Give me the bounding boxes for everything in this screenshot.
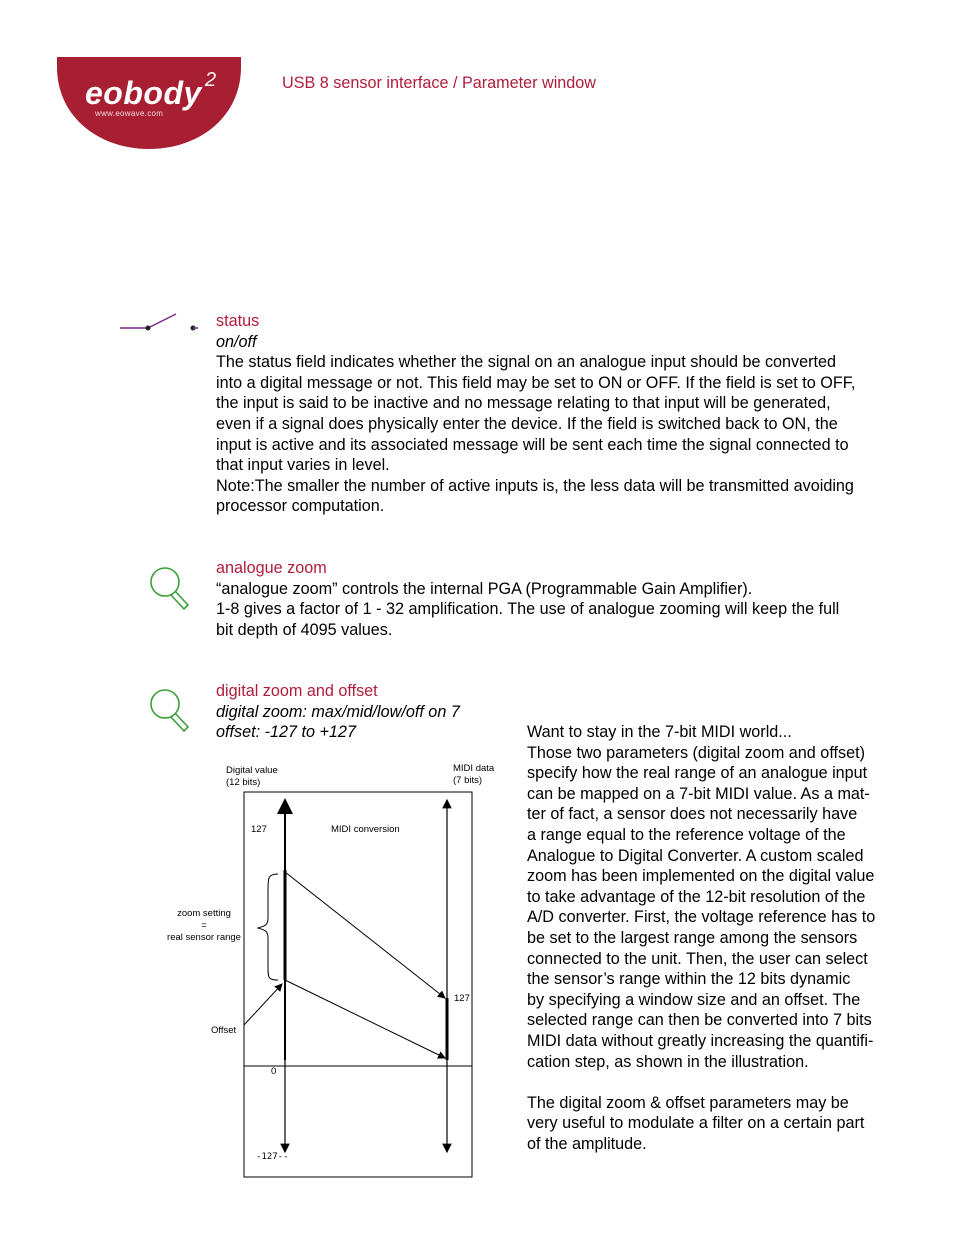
body-line: by specifying a window size and an offset. The xyxy=(527,990,861,1009)
body-line: a range equal to the reference voltage of the xyxy=(527,825,846,844)
body-line: connected to the unit. Then, the user can select xyxy=(527,949,868,968)
midi-conversion-label: MIDI conversion xyxy=(331,824,400,835)
status-line: into a digital message or not. This field may be set to ON or OFF. If the field is set to OFF, xyxy=(216,373,856,392)
midi-data-label: MIDI data (7 bits) xyxy=(453,763,495,786)
left-127-label: 127 xyxy=(251,824,267,835)
status-line: The status field indicates whether the signal on an analogue input should be converted xyxy=(216,353,837,372)
switch-icon xyxy=(118,310,198,340)
analogue-zoom-line: “analogue zoom” controls the internal PGA (Programmable Gain Amplifier). xyxy=(216,579,753,598)
magnifier-icon xyxy=(146,685,198,733)
logo xyxy=(57,57,241,149)
analogue-zoom-line: 1-8 gives a factor of 1 - 32 amplification. The use of analogue zooming will keep the full xyxy=(216,600,840,619)
status-subtitle: on/off xyxy=(216,332,257,351)
body-line: Those two parameters (digital zoom and offset) xyxy=(527,743,866,762)
right-127-label: 127 xyxy=(454,993,470,1004)
map-bottom-arrow xyxy=(285,980,445,1058)
map-top-arrow xyxy=(285,872,445,998)
offset-subtitle: offset: -127 to +127 xyxy=(216,723,356,742)
body-line: Analogue to Digital Converter. A custom scaled xyxy=(527,846,864,865)
body-line: cation step, as shown in the illustration. xyxy=(527,1052,809,1071)
logo-url: www.eowave.com xyxy=(95,109,164,118)
magnifier-icon xyxy=(146,563,198,611)
body-line: can be mapped on a 7-bit MIDI value. As a mat- xyxy=(527,784,870,803)
offset-arrow xyxy=(244,984,282,1025)
body-line: A/D converter. First, the voltage reference has to xyxy=(527,908,876,927)
zoom-brace xyxy=(258,874,278,980)
offset-label: Offset xyxy=(211,1025,237,1036)
digital-value-label: Digital value (12 bits) xyxy=(226,765,278,788)
digital-zoom-header xyxy=(216,681,516,743)
zoom-setting-label: zoom setting = real sensor range xyxy=(167,908,241,943)
digital-zoom-body xyxy=(527,722,907,1154)
status-line: input is active and its associated message will be sent each time the signal connected to xyxy=(216,435,849,454)
body-line: The digital zoom & offset parameters may be xyxy=(527,1093,849,1112)
body-line: specify how the real range of an analogue input xyxy=(527,764,868,783)
body-line: very useful to modulate a filter on a certain part xyxy=(527,1114,865,1133)
status-title: status xyxy=(216,312,260,330)
status-line: even if a signal does physically enter the device. If the field is switched back to ON, the xyxy=(216,414,838,433)
status-line: the input is said to be inactive and no message relating to that input will be generated, xyxy=(216,394,831,413)
logo-text: eobody xyxy=(85,75,202,111)
analogue-zoom-section xyxy=(216,558,916,640)
body-line: selected range can then be converted into 7 bits xyxy=(527,1011,872,1030)
page-title: USB 8 sensor interface / Parameter window xyxy=(282,74,596,92)
diagram-frame xyxy=(244,792,472,1177)
analogue-zoom-line: bit depth of 4095 values. xyxy=(216,620,393,639)
body-line: be set to the largest range among the sensors xyxy=(527,928,858,947)
body-line: Want to stay in the 7-bit MIDI world... xyxy=(527,723,792,741)
body-line: the sensor’s range within the 12 bits dynamic xyxy=(527,970,851,989)
body-line: zoom has been implemented on the digital value xyxy=(527,867,875,886)
body-line: MIDI data without greatly increasing the quantifi- xyxy=(527,1031,874,1050)
body-line: of the amplitude. xyxy=(527,1134,647,1153)
status-line: that input varies in level. xyxy=(216,456,390,475)
diagram-graphics xyxy=(150,760,510,1185)
neg-127-label: -127-- xyxy=(256,1152,289,1162)
body-line: to take advantage of the 12-bit resolution of the xyxy=(527,887,866,906)
zero-label: 0 xyxy=(271,1066,277,1077)
status-line: Note:The smaller the number of active inputs is, the less data will be transmitted avoiding xyxy=(216,476,854,495)
status-line: processor computation. xyxy=(216,497,385,516)
body-line: ter of fact, a sensor does not necessarily have xyxy=(527,805,858,824)
analogue-zoom-title: analogue zoom xyxy=(216,559,327,577)
midi-conversion-diagram xyxy=(150,760,510,1185)
digital-zoom-title: digital zoom and offset xyxy=(216,682,378,700)
digital-zoom-subtitle: digital zoom: max/mid/low/off on 7 xyxy=(216,702,460,721)
status-section xyxy=(216,311,916,517)
body-line xyxy=(527,1072,907,1093)
logo-superscript: 2 xyxy=(205,69,217,91)
